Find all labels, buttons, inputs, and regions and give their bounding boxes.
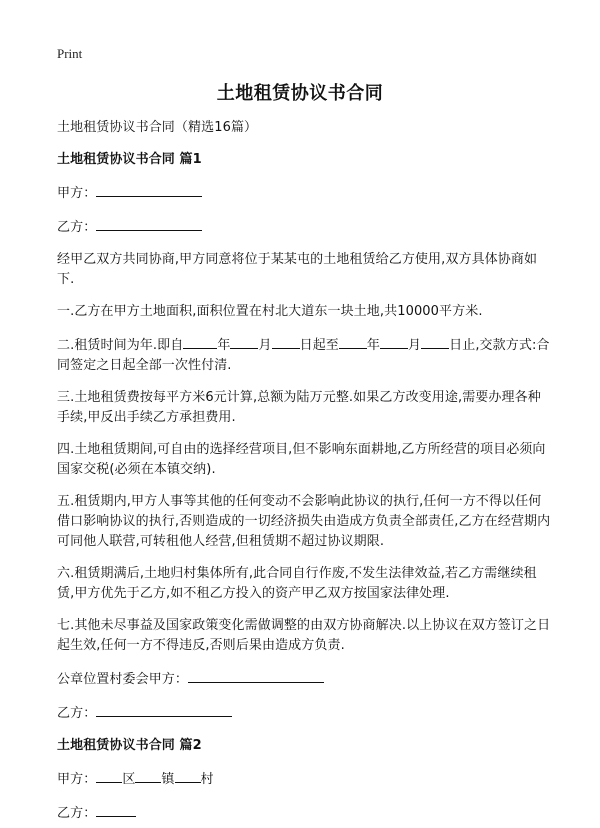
party-a-blank (96, 182, 202, 197)
page-title: 土地租赁协议书合同 (216, 83, 384, 104)
blank (339, 334, 367, 349)
blank (272, 334, 300, 349)
clause-2 (57, 334, 552, 376)
clause-2-part: 年 (217, 338, 231, 353)
party-b-sign-blank (96, 702, 232, 717)
seal-label: 公章位置村委会甲方： (57, 672, 189, 687)
clause-6: 六.租赁期满后,土地归村集体所有,此合同自行作废,不发生法律效益,若乙方需继续租赁,甲方优先于乙方,如不租乙方投入的资产甲乙双方按国家法律处理. (57, 566, 537, 601)
document-subtitle: 土地租赁协议书合同（精选16篇） (57, 120, 258, 135)
clause-2-part: 日止,交款方式:合同签定之日起全部一次性付清. (57, 338, 550, 373)
section-2-party-b-field (57, 802, 552, 824)
clause-5: 五.租赁期内,甲方人事等其他的任何变动不会影响此协议的执行,任何一方不得以任何借口影响协议的执行,否则造成的一切经济损失由造成方负责全部责任,乙方在经营期内可同他人联营,可转租他人经营,但租赁期不超过协议期限. (57, 494, 551, 549)
party-a-label: 甲方： (57, 186, 97, 201)
town-label: 镇 (161, 772, 175, 787)
clause-2-part: 月 (408, 338, 422, 353)
party-b-sign-field (57, 702, 552, 724)
blank (421, 334, 449, 349)
blank (183, 334, 217, 349)
blank (175, 768, 201, 783)
clause-7: 七.其他未尽事益及国家政策变化需做调整的由双方协商解决.以上协议在双方签订之日起生效,任何一方不得违反,否则后果由造成方负责. (57, 618, 551, 653)
clause-2-part: 年 (366, 338, 381, 353)
intro-paragraph: 经甲乙双方共同协商,甲方同意将位于某某屯的土地租赁给乙方使用,双方具体协商如下. (57, 252, 538, 287)
clause-2-part: 日起至 (299, 338, 339, 353)
section-2-party-a-label: 甲方： (57, 772, 97, 787)
clause-3: 三.土地租赁费按每平方米6元计算,总额为陆万元整.如果乙方改变用途,需要办理各种手续,甲反出手续乙方承担费用. (57, 390, 541, 425)
blank (230, 334, 258, 349)
blank (96, 768, 122, 783)
seal-field (57, 668, 552, 690)
section-2-party-b-label: 乙方： (57, 806, 97, 821)
clause-2-part: 月 (258, 338, 272, 353)
blank (96, 802, 136, 817)
village-label: 村 (200, 772, 214, 787)
section-heading-1: 土地租赁协议书合同 篇1 (57, 152, 202, 167)
section-2-party-a-field (57, 768, 552, 790)
clause-1: 一.乙方在甲方土地面积,面积位置在村北大道东一块土地,共10000平方米. (57, 304, 483, 319)
clause-4: 四.土地租赁期间,可自由的选择经营项目,但不影响东面耕地,乙方所经营的项目必须向国家交税(必须在本镇交纳). (57, 442, 546, 477)
clause-2-part: 二.租赁时间为年.即自 (57, 338, 184, 353)
district-label: 区 (122, 772, 136, 787)
party-a-field (57, 182, 552, 204)
party-b-blank (96, 216, 202, 231)
document-body (57, 118, 552, 824)
blank (135, 768, 161, 783)
party-b-label: 乙方： (57, 220, 97, 235)
party-b-field (57, 216, 552, 238)
seal-blank (188, 668, 324, 683)
party-b-sign-label: 乙方： (57, 706, 97, 721)
blank (380, 334, 408, 349)
print-link[interactable]: Print (57, 46, 83, 61)
section-heading-2: 土地租赁协议书合同 篇2 (57, 738, 202, 753)
